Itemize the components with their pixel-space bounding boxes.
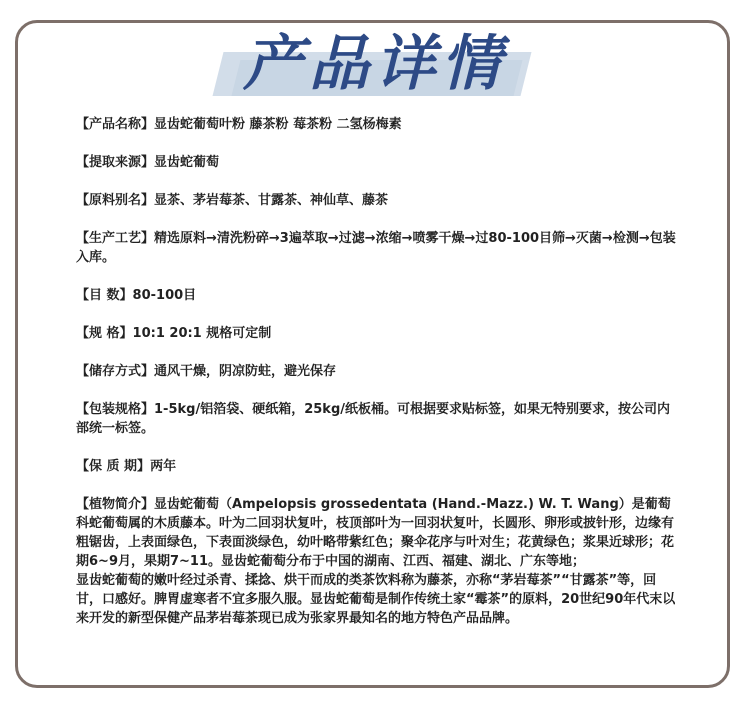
spec-production-process: 【生产工艺】精选原料→清洗粉碎→3遍萃取→过滤→浓缩→喷雾干燥→过80-100目筛→灭菌→检测→包装入库。 [76,231,676,265]
spec-raw-material-alias: 【原料别名】显茶、茅岩莓茶、甘露茶、神仙草、藤茶 [76,193,389,208]
spec-specification: 【规 格】10:1 20:1 规格可定制 [76,326,272,341]
title-banner [0,24,750,104]
product-spec-list [76,115,676,628]
spec-plant-introduction-extra: 显齿蛇葡萄的嫩叶经过杀青、揉捻、烘干而成的类茶饮料称为藤茶，亦称“茅岩莓茶”“甘露茶”等，回甘，口感好。脾胃虚寒者不宜多服久服。显齿蛇葡萄是制作传统土家“霉茶”的原料，20世纪90年代末以来开发的新型保健产品茅岩莓茶现已成为张家界最知名的地方特色产品品牌。 [76,573,676,626]
spec-plant-introduction: 【植物简介】显齿蛇葡萄（Ampelopsis grossedentata (Hand.-Mazz.) W. T. Wang）是葡萄科蛇葡萄属的木质藤本。叶为二回羽状复叶，枝顶部叶为一回羽状复叶，长圆形、卵形或披针形，边缘有粗锯齿，上表面绿色，下表面淡绿色，幼叶略带紫红色；聚伞花序与叶对生；花黄绿色；浆果近球形；花期6~9月，果期7~11。显齿蛇葡萄分布于中国的湖南、江西、福建、湖北、广东等地； [76,497,675,569]
spec-product-name: 【产品名称】显齿蛇葡萄叶粉 藤茶粉 莓茶粉 二氢杨梅素 [76,117,402,132]
spec-mesh: 【目 数】80-100目 [76,288,197,303]
page-title: 产品详情 [243,29,507,99]
spec-shelf-life: 【保 质 期】两年 [76,459,177,474]
spec-extraction-source: 【提取来源】显齿蛇葡萄 [76,155,220,170]
spec-storage: 【储存方式】通风干燥，阴凉防蛀，避光保存 [76,364,337,379]
spec-packaging: 【包装规格】1-5kg/铝箔袋、硬纸箱，25kg/纸板桶。可根据要求贴标签，如果无特别要求，按公司内部统一标签。 [76,402,670,436]
